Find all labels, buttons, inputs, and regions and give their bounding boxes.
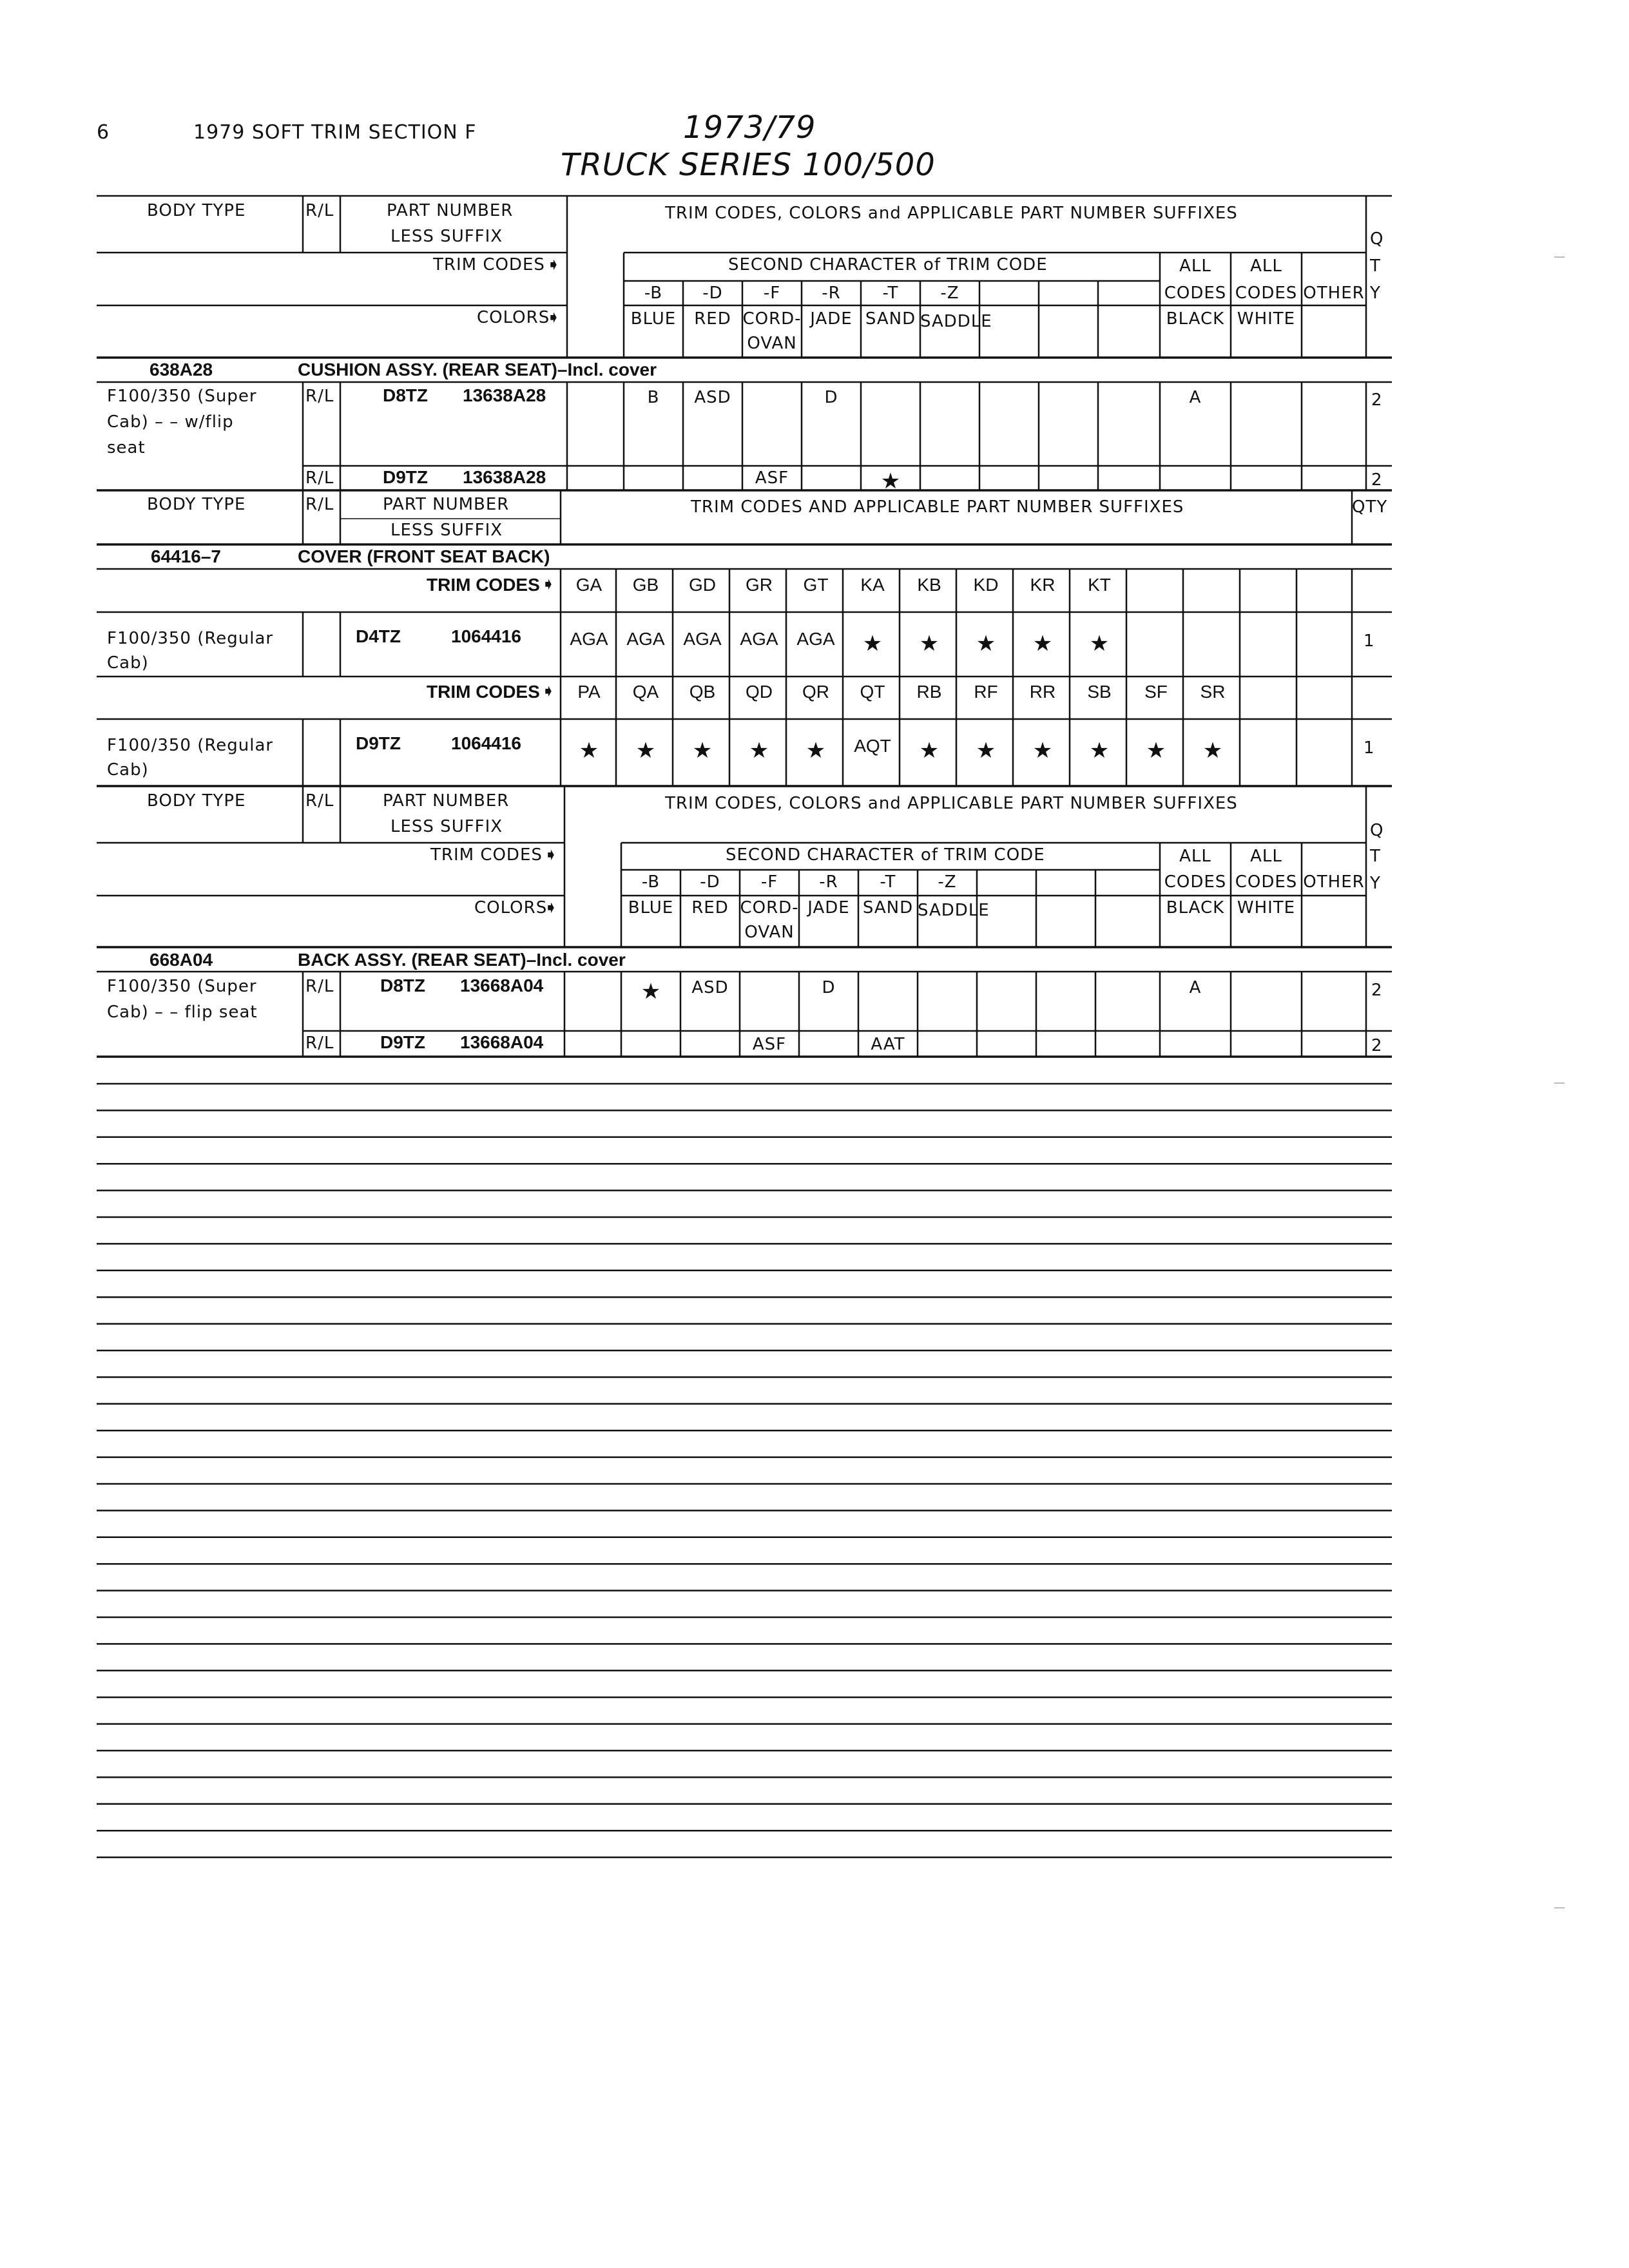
suffix-cell: ASD — [694, 388, 731, 407]
part-number: 1064416 — [451, 733, 522, 753]
codes-label: CODES — [1235, 872, 1298, 892]
color-cordovan: CORD- — [740, 898, 799, 918]
color-sand: SAND — [862, 898, 914, 918]
all-label: ALL — [1250, 847, 1282, 866]
star-icon: ★ — [805, 738, 826, 764]
color-black: BLACK — [1166, 898, 1225, 918]
codes-label: CODES — [1235, 284, 1298, 303]
trim-code-cell: QB — [689, 682, 716, 702]
qty-q: Q — [1370, 229, 1384, 249]
second-char-header: SECOND CHARACTER of TRIM CODE — [728, 255, 1048, 274]
color-sand: SAND — [865, 309, 916, 329]
trim-codes-header: TRIM CODES AND APPLICABLE PART NUMBER SUFFIXES — [691, 497, 1184, 517]
suffix-b: -B — [644, 284, 663, 303]
part-prefix: D9TZ — [383, 467, 428, 487]
all-label: ALL — [1250, 256, 1282, 276]
trim-colors-header: TRIM CODES, COLORS and APPLICABLE PART NUMBER SUFFIXES — [665, 794, 1238, 813]
color-white: WHITE — [1237, 309, 1296, 329]
color-cordovan-2: OVAN — [747, 334, 797, 353]
codes-label: CODES — [1164, 872, 1227, 892]
color-cordovan-2: OVAN — [744, 923, 795, 942]
suffix-cell: ASF — [755, 468, 789, 488]
part-base-code: 638A28 — [149, 360, 213, 380]
trim-code-cell: QD — [746, 682, 773, 702]
star-icon: ★ — [976, 738, 996, 764]
trim-codes-label: TRIM CODES — [427, 682, 540, 702]
color-red: RED — [694, 309, 731, 329]
star-icon: ★ — [692, 738, 713, 764]
trim-code-cell: QT — [860, 682, 885, 702]
color-saddle: SADDLE — [920, 312, 992, 331]
trim-code-cell: KA — [860, 575, 885, 595]
body-type-cell: F100/350 (Super — [107, 977, 257, 996]
part-prefix: D8TZ — [380, 975, 425, 995]
suffix-b: -B — [641, 872, 660, 892]
suffix-cell: D — [822, 978, 836, 997]
suffix-r: -R — [822, 284, 841, 303]
trim-codes-label: TRIM CODES — [433, 255, 545, 274]
color-jade: JADE — [810, 309, 853, 329]
trim-code-cell: KB — [917, 575, 941, 595]
color-black: BLACK — [1166, 309, 1225, 329]
trim-code-cell: SB — [1087, 682, 1112, 702]
qty-cell: 2 — [1371, 470, 1383, 490]
body-type-cell-2: Cab) – – w/flip — [107, 412, 234, 432]
star-icon: ★ — [1032, 738, 1053, 764]
trim-code-cell: GB — [632, 575, 659, 595]
colors-label: COLORS — [474, 898, 548, 918]
part-number-header: PART NUMBER — [383, 495, 510, 514]
all-label: ALL — [1179, 847, 1211, 866]
qty-t: T — [1370, 847, 1381, 866]
suffix-cell: AAT — [871, 1035, 905, 1054]
star-icon: ★ — [1146, 738, 1166, 764]
qty-y: Y — [1370, 874, 1381, 893]
color-red: RED — [691, 898, 729, 918]
trim-code-cell: KR — [1030, 575, 1055, 595]
body-type-cell-2: Cab) — [107, 760, 149, 780]
star-icon: ★ — [1032, 631, 1053, 657]
arrow-icon: ➧ — [546, 255, 561, 274]
arrow-icon: ➧ — [544, 845, 559, 865]
qty-q: Q — [1370, 821, 1384, 840]
scan-mark — [1554, 1082, 1565, 1084]
rl-cell: R/L — [305, 977, 334, 996]
part-prefix: D8TZ — [383, 385, 428, 405]
body-type-cell: F100/350 (Regular — [107, 629, 274, 648]
part-number-header: PART NUMBER — [383, 791, 510, 811]
other-label: OTHER — [1303, 872, 1365, 892]
star-icon: ★ — [862, 631, 883, 657]
suffix-cell: AGA — [570, 629, 608, 649]
body-type-header: BODY TYPE — [147, 201, 246, 220]
part-description: CUSHION ASSY. (REAR SEAT)–Incl. cover — [298, 360, 657, 380]
less-suffix-header: LESS SUFFIX — [390, 817, 503, 836]
page-number: 6 — [97, 121, 110, 144]
suffix-cell: D — [824, 388, 838, 407]
trim-codes-label: TRIM CODES — [430, 845, 543, 865]
rl-header: R/L — [305, 495, 334, 514]
part-base-code: 668A04 — [149, 950, 213, 970]
rl-cell: R/L — [305, 1033, 334, 1053]
color-saddle: SADDLE — [918, 901, 990, 920]
trim-code-cell: GT — [803, 575, 829, 595]
rl-cell: R/L — [305, 387, 334, 406]
suffix-t: -T — [880, 872, 896, 892]
all-label: ALL — [1179, 256, 1211, 276]
suffix-f: -F — [763, 284, 781, 303]
part-number: 13668A04 — [460, 1032, 544, 1052]
qty-y: Y — [1370, 284, 1381, 303]
qty-t: T — [1370, 256, 1381, 276]
part-prefix: D9TZ — [380, 1032, 425, 1052]
part-number: 13668A04 — [460, 975, 544, 995]
part-prefix: D9TZ — [356, 733, 401, 753]
trim-code-cell: KD — [973, 575, 999, 595]
suffix-cell: A — [1189, 388, 1202, 407]
suffix-cell: AGA — [683, 629, 722, 649]
part-number: 13638A28 — [463, 467, 546, 487]
star-icon: ★ — [635, 738, 656, 764]
qty-cell: 2 — [1371, 981, 1383, 1000]
trim-code-cell: KT — [1088, 575, 1111, 595]
suffix-d: -D — [700, 872, 720, 892]
part-prefix: D4TZ — [356, 626, 401, 646]
color-jade: JADE — [807, 898, 850, 918]
arrow-icon: ➧ — [544, 898, 559, 918]
star-icon: ★ — [1089, 738, 1110, 764]
suffix-cell: AGA — [796, 629, 835, 649]
suffix-t: -T — [882, 284, 899, 303]
suffix-cell: ASD — [691, 978, 729, 997]
qty-header: QTY — [1352, 497, 1388, 517]
suffix-z: -Z — [938, 872, 957, 892]
star-icon: ★ — [749, 738, 769, 764]
star-icon: ★ — [1202, 738, 1223, 764]
second-char-header: SECOND CHARACTER of TRIM CODE — [726, 845, 1045, 865]
part-description: COVER (FRONT SEAT BACK) — [298, 546, 550, 566]
arrow-icon: ➧ — [546, 308, 561, 327]
arrow-icon: ➧ — [541, 682, 556, 701]
trim-codes-label: TRIM CODES — [427, 575, 540, 595]
suffix-z: -Z — [940, 284, 959, 303]
body-type-cell-2: Cab) – – flip seat — [107, 1003, 258, 1022]
color-white: WHITE — [1237, 898, 1296, 918]
star-icon: ★ — [919, 631, 940, 657]
trim-code-cell: SR — [1200, 682, 1226, 702]
arrow-icon: ➧ — [541, 575, 556, 594]
rl-cell: R/L — [305, 468, 334, 488]
rl-header: R/L — [305, 201, 334, 220]
trim-code-cell: RF — [974, 682, 998, 702]
body-type-cell: F100/350 (Super — [107, 387, 257, 406]
qty-cell: 1 — [1364, 631, 1375, 651]
trim-code-cell: GD — [689, 575, 716, 595]
body-type-header: BODY TYPE — [147, 791, 246, 811]
body-type-cell-3: seat — [107, 438, 146, 457]
body-type-cell-2: Cab) — [107, 653, 149, 673]
part-number: 13638A28 — [463, 385, 546, 405]
star-icon: ★ — [976, 631, 996, 657]
qty-cell: 2 — [1371, 1036, 1383, 1055]
part-number: 1064416 — [451, 626, 522, 646]
part-description: BACK ASSY. (REAR SEAT)–Incl. cover — [298, 950, 626, 970]
color-blue: BLUE — [628, 898, 674, 918]
part-number-header: PART NUMBER — [387, 201, 514, 220]
trim-code-cell: SF — [1144, 682, 1168, 702]
other-label: OTHER — [1303, 284, 1365, 303]
suffix-f: -F — [760, 872, 778, 892]
trim-code-cell: GR — [746, 575, 773, 595]
trim-code-cell: PA — [577, 682, 601, 702]
trim-code-cell: RR — [1029, 682, 1056, 702]
star-icon: ★ — [641, 979, 661, 1004]
suffix-cell: ASF — [752, 1035, 787, 1054]
qty-cell: 2 — [1371, 390, 1383, 410]
codes-label: CODES — [1164, 284, 1227, 303]
suffix-r: -R — [819, 872, 838, 892]
trim-colors-header: TRIM CODES, COLORS and APPLICABLE PART NUMBER SUFFIXES — [665, 204, 1238, 223]
trim-code-cell: GA — [575, 575, 602, 595]
body-type-header: BODY TYPE — [147, 495, 246, 514]
scan-mark — [1554, 1907, 1565, 1908]
star-icon: ★ — [579, 738, 599, 764]
suffix-d: -D — [702, 284, 723, 303]
scan-mark — [1554, 256, 1565, 258]
trim-code-cell: QA — [632, 682, 659, 702]
part-base-code: 64416–7 — [151, 546, 222, 566]
body-type-cell: F100/350 (Regular — [107, 736, 274, 755]
page-title-series: TRUCK SERIES 100/500 — [561, 147, 936, 183]
section-title: 1979 SOFT TRIM SECTION F — [193, 121, 477, 144]
suffix-cell: A — [1189, 978, 1202, 997]
suffix-cell: B — [647, 388, 660, 407]
rl-header: R/L — [305, 791, 334, 811]
color-cordovan: CORD- — [742, 309, 802, 329]
star-icon: ★ — [880, 468, 901, 494]
page-title-years: 1973/79 — [683, 110, 816, 146]
color-blue: BLUE — [630, 309, 677, 329]
suffix-cell: AQT — [854, 736, 891, 756]
suffix-cell: AGA — [626, 629, 665, 649]
colors-label: COLORS — [477, 308, 550, 327]
less-suffix-header: LESS SUFFIX — [390, 521, 503, 540]
less-suffix-header: LESS SUFFIX — [390, 227, 503, 246]
suffix-cell: AGA — [740, 629, 778, 649]
star-icon: ★ — [919, 738, 940, 764]
qty-cell: 1 — [1364, 738, 1375, 758]
trim-code-cell: QR — [802, 682, 829, 702]
trim-code-cell: RB — [916, 682, 942, 702]
star-icon: ★ — [1089, 631, 1110, 657]
